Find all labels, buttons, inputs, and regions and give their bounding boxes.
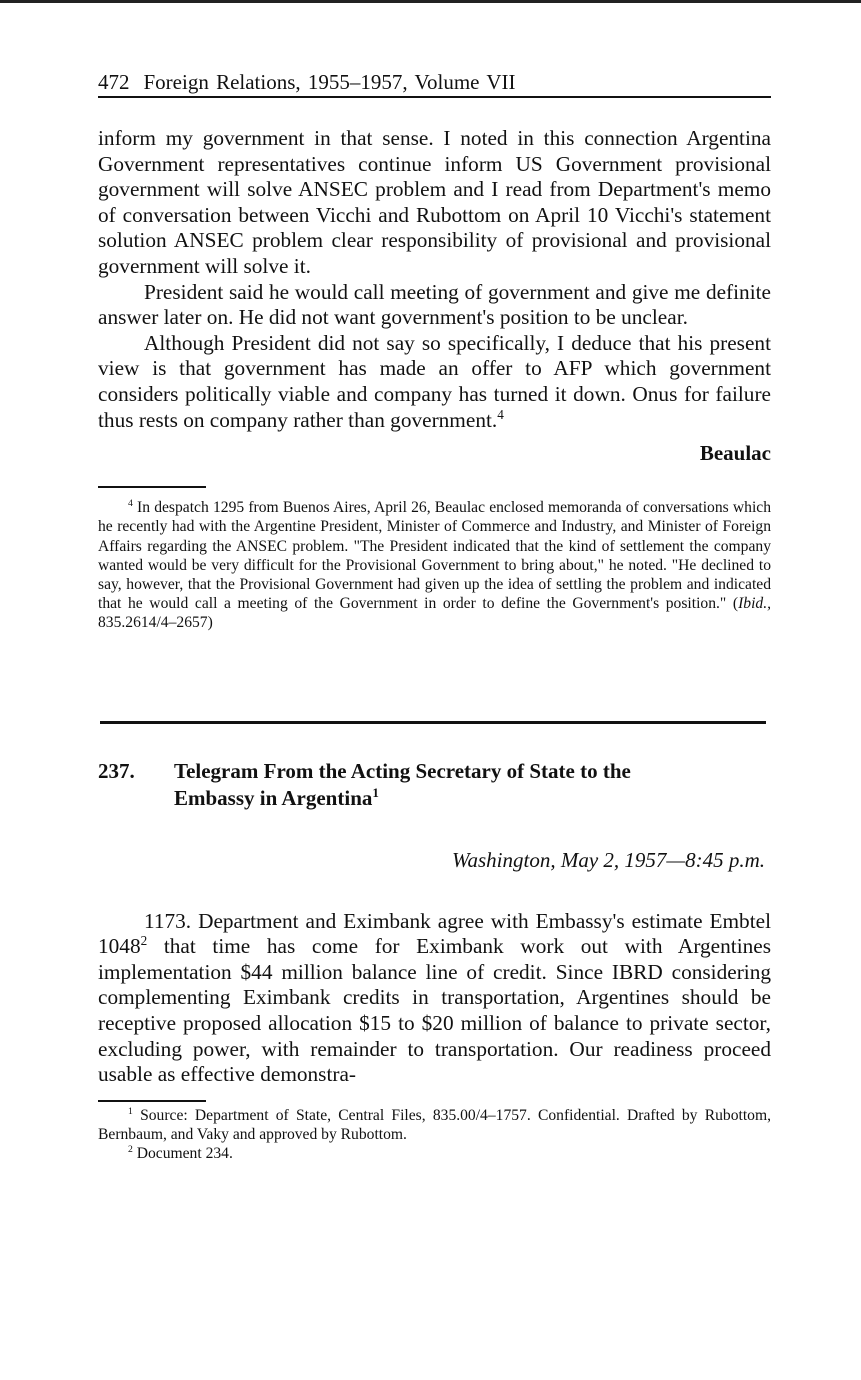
footnote-2-text: Document 234. bbox=[136, 1145, 233, 1163]
document-divider bbox=[100, 721, 766, 724]
footnote-2 bbox=[98, 1144, 771, 1163]
footnote-ref-4: 4 bbox=[497, 406, 504, 422]
document-number: 237. bbox=[98, 758, 135, 783]
running-head bbox=[98, 70, 771, 98]
footnote-4-citation: 835.2614/4–2657) bbox=[98, 614, 213, 632]
scan-top-edge bbox=[0, 0, 861, 3]
telegram-text-start: 1173. Department and Eximbank agree with Embassy's estimate Embtel 1048 bbox=[98, 908, 771, 959]
page bbox=[98, 70, 771, 1163]
paragraph-1: inform my government in that sense. I noted in this connection Argentina Government representatives continue inform US Government provisional government will solve ANSEC problem and I read from Department's memo of conversation between Vicchi and Rubottom on April 10 Vicchi's statement solution ANSEC problem clear responsibility of provisional and provisional government will solve it. bbox=[98, 126, 771, 278]
page-number: 472 bbox=[98, 70, 130, 94]
footnote-4-ibid: Ibid., bbox=[738, 595, 771, 613]
footnote-4 bbox=[98, 498, 771, 632]
footnote-1 bbox=[98, 1106, 771, 1144]
footnote-ref-2: 2 bbox=[140, 933, 148, 949]
footnote-divider bbox=[98, 486, 206, 488]
paragraph-3 bbox=[98, 331, 771, 433]
footnote-1-mark: 1 bbox=[128, 1105, 133, 1117]
telegram-text-rest: that time has come for Eximbank work out with Argentines implementation $44 million balance line of credit. Since IBRD considering complementing Eximbank credits in transportation, Argentines should be receptive proposed allocation $15 to $20 million of balance to private sector, excluding power, with remainder to transportation. Our readiness proceed usable as effective demonstra- bbox=[98, 934, 771, 1087]
footnote-4-text: In despatch 1295 from Buenos Aires, April 26, Beaulac enclosed memoranda of conversations which he recently had with the Argentine President, Minister of Commerce and Industry, and Minister of Foreign Affairs regarding the ANSEC problem. "The President indicated that the kind of settlement the company wanted would be very difficult for the Provisional Government to bring about," he noted. "He declined to say, however, that the Provisional Government had given up the idea of settling the problem and indicated that he would call a meeting of the Government in order to define the Government's position." ( bbox=[98, 499, 771, 613]
dateline: Washington, May 2, 1957—8:45 p.m. bbox=[451, 847, 765, 872]
telegram-paragraph bbox=[98, 909, 771, 1088]
paragraph-3-text: Although President did not say so specifically, I deduce that his present view is that government has made an offer to AFP which government considers politically viable and company has turned it down. Onus for failure thus rests on company rather than government. bbox=[98, 330, 771, 432]
footnote-4-mark: 4 bbox=[128, 497, 133, 509]
document-title bbox=[174, 758, 714, 812]
running-head-title: Foreign Relations, 1955–1957, Volume VII bbox=[143, 70, 516, 94]
footnote-section-1 bbox=[98, 498, 771, 632]
footnote-1-text: Source: Department of State, Central Files, 835.00/4–1757. Confidential. Drafted by Rubottom, Bernbaum, and Vaky and approved by Rubottom. bbox=[98, 1106, 771, 1143]
paragraph-2: President said he would call meeting of government and give me definite answer later on. He did not want government's position to be unclear. bbox=[98, 279, 771, 330]
footnote-section-2 bbox=[98, 1106, 771, 1164]
footnote-2-mark: 2 bbox=[128, 1143, 133, 1155]
footnote-ref-1: 1 bbox=[372, 784, 379, 800]
document-title-text: Telegram From the Acting Secretary of State to the Embassy in Argentina bbox=[174, 758, 631, 810]
footnote-divider-2 bbox=[98, 1100, 206, 1102]
document-heading bbox=[98, 758, 771, 812]
signature: Beaulac bbox=[699, 441, 771, 466]
